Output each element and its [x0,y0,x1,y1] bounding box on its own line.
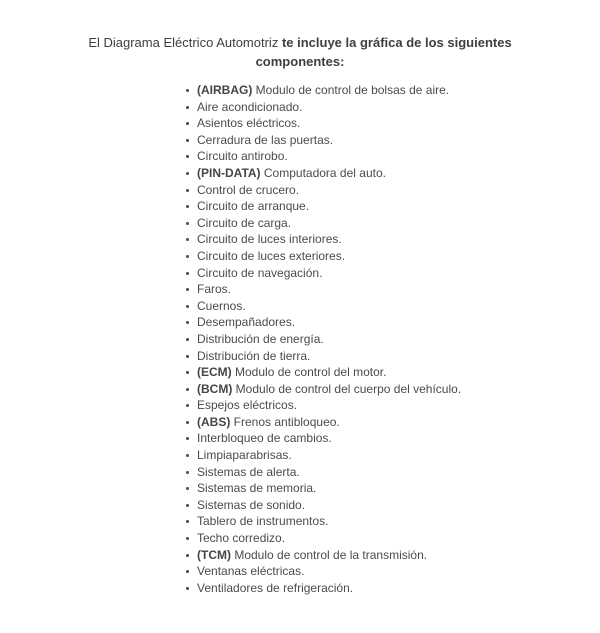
list-item-text: Faros. [197,282,232,297]
list-item-acronym: (ECM) [197,365,232,380]
list-item-text: Circuito de luces interiores. [197,232,342,247]
list-item [184,215,600,232]
list-item [184,115,600,132]
list-item-text: Espejos eléctricos. [197,398,298,413]
list-item [184,331,600,348]
list-item-text: Control de crucero. [197,182,300,197]
list-item-text: Frenos antibloqueo. [233,414,340,429]
list-item [184,447,600,464]
list-item [184,348,600,365]
list-item-text: Limpiaparabrisas. [197,448,292,463]
list-item-text: Ventiladores de refrigeración. [197,580,354,595]
list-item-acronym: (TCM) [197,547,231,562]
list-item-text: Sistemas de memoria. [197,481,317,496]
list-item [184,381,600,398]
list-item [184,281,600,298]
list-item-acronym: (AIRBAG) [197,83,253,97]
list-item [184,248,600,265]
list-item-text: Circuito de carga. [197,215,292,230]
list-item [184,580,600,597]
list-item-text: Computadora del auto. [263,165,386,180]
list-item [184,430,600,447]
list-item [184,298,600,315]
list-item-text: Cuernos. [197,298,246,313]
list-item [184,464,600,481]
list-item-text: Desempañadores. [197,315,296,330]
list-item-text: Modulo de control de bolsas de aire. [255,83,450,97]
list-item [184,480,600,497]
list-item [184,364,600,381]
component-list [0,82,600,596]
list-item-text: Aire acondicionado. [197,99,303,114]
list-item-text: Asientos eléctricos. [197,116,301,131]
list-item-text: Sistemas de sonido. [197,497,306,512]
list-item-text: Circuito antirobo. [197,149,288,164]
list-item [184,99,600,116]
list-item-text: Distribución de energía. [197,331,324,346]
page-title-bold: te incluye la gráfica de los siguientes componentes: [255,35,512,69]
list-item-text: Modulo de control de la transmisión. [234,547,428,562]
list-item [184,530,600,547]
list-item-acronym: (ABS) [197,414,231,429]
document-page [0,33,600,633]
list-item [184,265,600,282]
list-item [184,547,600,564]
list-item [184,513,600,530]
list-item-acronym: (PIN-DATA) [197,165,261,180]
list-item [184,497,600,514]
list-item-text: Distribución de tierra. [197,348,311,363]
list-item-text: Interbloqueo de cambios. [197,431,332,446]
list-item [184,148,600,165]
list-item [184,314,600,331]
list-item-text: Cerradura de las puertas. [197,132,334,147]
list-item-text: Ventanas eléctricas. [197,564,305,579]
list-item [184,165,600,182]
list-item-text: Circuito de arranque. [197,199,310,214]
list-item [184,397,600,414]
list-item-text: Sistemas de alerta. [197,464,300,479]
list-item-text: Modulo de control del cuerpo del vehículo. [235,381,462,396]
list-item [184,563,600,580]
list-item-text: Circuito de navegación. [197,265,323,280]
list-item [184,82,600,99]
list-item [184,198,600,215]
list-item-text: Circuito de luces exteriores. [197,248,346,263]
list-item [184,414,600,431]
list-item [184,231,600,248]
list-item-acronym: (BCM) [197,381,233,396]
list-item-text: Techo corredizo. [197,531,286,546]
list-item [184,182,600,199]
list-item-text: Modulo de control del motor. [235,365,387,380]
list-item [184,132,600,149]
page-title [69,33,531,71]
list-item-text: Tablero de instrumentos. [197,514,329,529]
page-title-regular: El Diagrama Eléctrico Automotriz [88,35,282,50]
